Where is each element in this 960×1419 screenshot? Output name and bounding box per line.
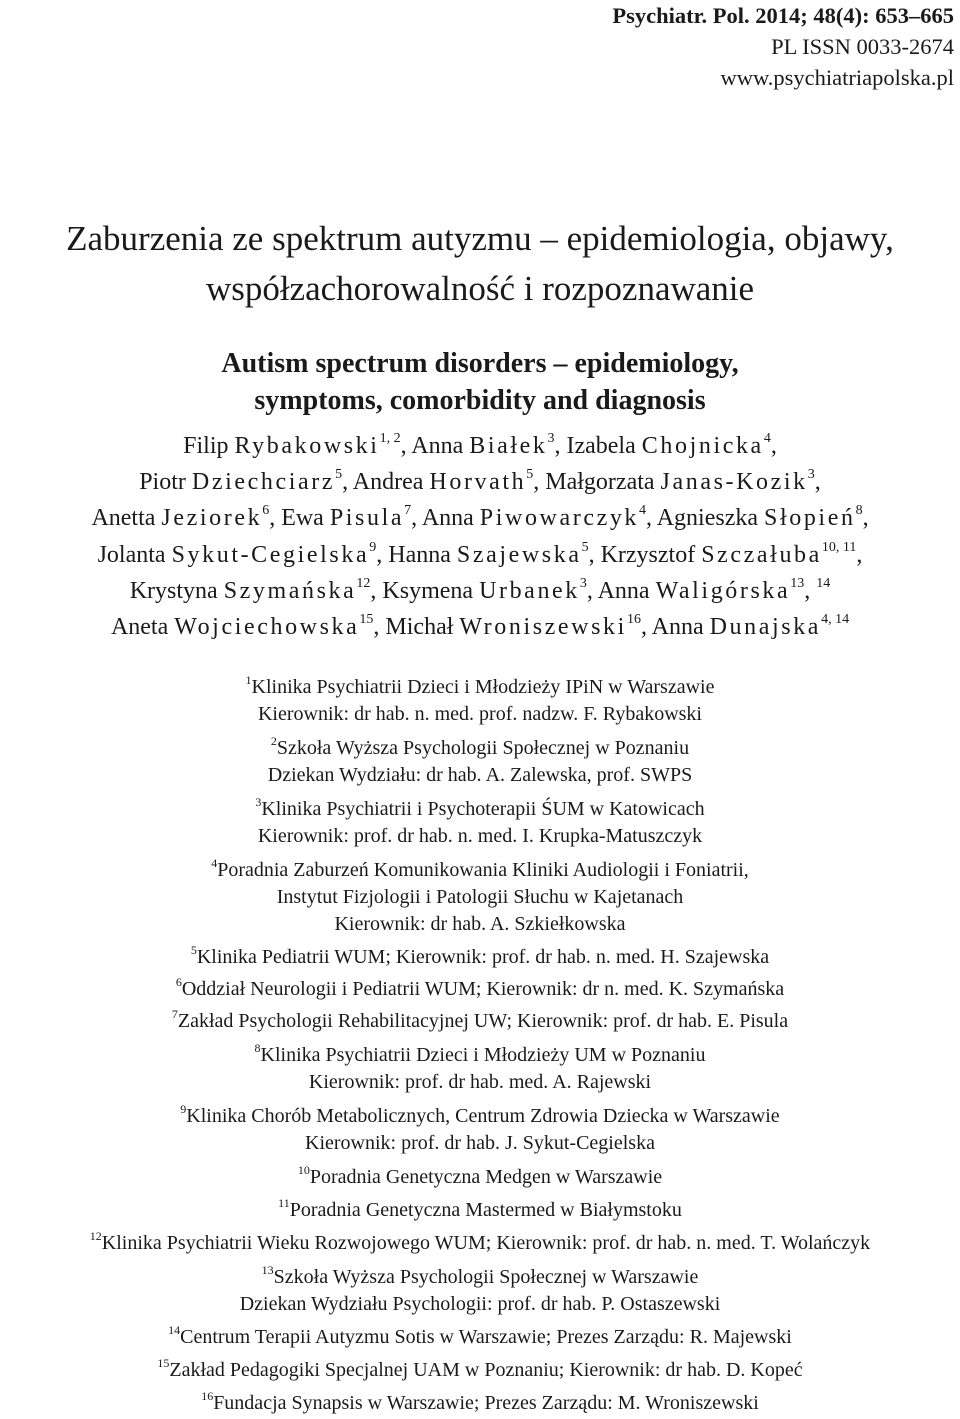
author-surname: Horvath bbox=[429, 469, 527, 496]
author-affiliation-ref: 4, 14 bbox=[821, 612, 850, 628]
author-surname: Wroniszewski bbox=[459, 614, 627, 641]
affiliation-line bbox=[0, 911, 960, 938]
affiliation-number: 12 bbox=[89, 1229, 102, 1244]
affiliation-line bbox=[0, 1042, 960, 1069]
author-line bbox=[0, 537, 960, 573]
affiliation-number: 4 bbox=[211, 856, 218, 871]
author-first-name: Piotr bbox=[139, 469, 186, 496]
affiliation bbox=[0, 674, 960, 728]
affiliation-text: Kierownik: prof. dr hab. med. A. Rajewski bbox=[308, 1071, 652, 1093]
author-name bbox=[388, 539, 601, 568]
author-affiliation-ref: 8 bbox=[855, 503, 863, 519]
author-separator: , bbox=[269, 505, 282, 532]
author-first-name: Anna bbox=[421, 505, 474, 532]
affiliation-number: 5 bbox=[190, 943, 197, 958]
affiliation-line bbox=[0, 701, 960, 728]
affiliation-text: Klinika Pediatrii WUM; Kierownik: prof. dr hab. n. med. H. Szajewska bbox=[196, 946, 770, 968]
author-surname: Urbanek bbox=[479, 577, 580, 604]
author-first-name: Krzysztof bbox=[600, 541, 696, 568]
affiliation-line bbox=[0, 1324, 960, 1351]
affiliation bbox=[0, 1264, 960, 1318]
author-name bbox=[281, 505, 422, 531]
affiliation-number: 11 bbox=[278, 1196, 290, 1211]
author-name bbox=[597, 575, 817, 604]
affiliation-line bbox=[0, 796, 960, 823]
author-line bbox=[0, 428, 960, 464]
author-separator: , bbox=[342, 469, 353, 496]
author-affiliation-ref: 5 bbox=[335, 467, 343, 483]
affiliation-number: 9 bbox=[180, 1102, 187, 1117]
author-name bbox=[411, 433, 566, 459]
affiliation-text: Klinika Psychiatrii Dzieci i Młodzieży UM w Poznaniu bbox=[260, 1044, 706, 1066]
affiliation bbox=[0, 1164, 960, 1191]
author-first-name: Agnieszka bbox=[656, 505, 759, 532]
author-affiliation-ref: 3 bbox=[547, 431, 555, 446]
author-affiliation-ref: 16 bbox=[626, 612, 641, 628]
affiliation-text: Klinika Psychiatrii Wieku Rozwojowego WUM; Kierownik: prof. dr hab. n. med. T. Wolańczyk bbox=[101, 1232, 871, 1254]
author-affiliation-ref: 13 bbox=[790, 575, 805, 591]
author-first-name: Anna bbox=[411, 433, 464, 459]
affiliation-line bbox=[0, 1069, 960, 1096]
affiliation bbox=[0, 1103, 960, 1157]
author-separator: , bbox=[814, 469, 821, 496]
author-affiliation-ref: 3 bbox=[579, 575, 587, 591]
author-affiliation-ref: 5 bbox=[526, 467, 534, 483]
affiliation-number: 10 bbox=[297, 1163, 310, 1178]
affiliation-line bbox=[0, 1264, 960, 1291]
affiliation-text: Instytut Fizjologii i Patologii Słuchu w Kajetanach bbox=[276, 886, 684, 908]
author-name bbox=[422, 505, 657, 531]
affiliation-line bbox=[0, 884, 960, 911]
author-separator: , bbox=[400, 433, 412, 459]
journal-header bbox=[354, 0, 954, 93]
affiliation-text: Szkoła Wyższa Psychologii Społecznej w Poznaniu bbox=[276, 737, 690, 759]
affiliation-text: Kierownik: dr hab. n. med. prof. nadzw. F. Rybakowski bbox=[257, 703, 702, 725]
affiliation bbox=[0, 796, 960, 850]
author-affiliation-ref: 4 bbox=[639, 503, 647, 519]
affiliation-number: 16 bbox=[201, 1389, 214, 1404]
affiliation bbox=[0, 1230, 960, 1257]
author-affiliation-ref: 5 bbox=[581, 539, 589, 555]
author-surname: Pisula bbox=[329, 505, 405, 532]
author-first-name: Izabela bbox=[566, 433, 636, 459]
affiliation-number: 13 bbox=[261, 1263, 274, 1278]
author-first-name: Anna bbox=[651, 614, 704, 641]
author-affiliation-ref: 12 bbox=[356, 575, 371, 591]
title-english-line-1: Autism spectrum disorders – epidemiology, bbox=[221, 348, 739, 379]
author-line bbox=[0, 573, 960, 609]
author-name bbox=[91, 505, 281, 531]
affiliation-line bbox=[0, 1230, 960, 1257]
author-first-name: Ksymena bbox=[382, 577, 474, 604]
affiliation-number: 2 bbox=[270, 734, 277, 749]
author-name bbox=[816, 575, 831, 604]
title-polish-line-1: Zaburzenia ze spektrum autyzmu – epidemiologia, objawy, bbox=[66, 219, 894, 258]
affiliation bbox=[0, 944, 960, 971]
affiliation-text: Zakład Pedagogiki Specjalnej UAM w Poznaniu; Kierownik: dr hab. D. Kopeć bbox=[169, 1359, 803, 1381]
affiliation-text: Dziekan Wydziału Psychologii: prof. dr hab. P. Ostaszewski bbox=[239, 1293, 721, 1315]
title-english bbox=[0, 345, 960, 419]
affiliation bbox=[0, 857, 960, 938]
affiliation-number: 1 bbox=[245, 673, 252, 688]
affiliation-text: Centrum Terapii Autyzmu Sotis w Warszawie; Prezes Zarządu: R. Majewski bbox=[180, 1326, 792, 1348]
author-affiliation-ref: 1, 2 bbox=[379, 431, 401, 446]
affiliation-number: 15 bbox=[157, 1356, 170, 1371]
author-name bbox=[97, 539, 389, 568]
affiliation bbox=[0, 735, 960, 789]
author-first-name: Anna bbox=[597, 577, 650, 604]
author-list bbox=[0, 428, 960, 645]
affiliation-number: 3 bbox=[255, 795, 262, 810]
journal-website: www.psychiatriapolska.pl bbox=[720, 65, 954, 90]
affiliation bbox=[0, 1042, 960, 1096]
author-first-name: Krystyna bbox=[129, 577, 218, 604]
author-separator: , bbox=[862, 505, 869, 532]
author-name bbox=[652, 614, 849, 640]
affiliation-text: Poradnia Genetyczna Mastermed w Białymstoku bbox=[289, 1199, 682, 1221]
affiliation-text: Poradnia Genetyczna Medgen w Warszawie bbox=[309, 1166, 663, 1188]
author-name bbox=[385, 614, 651, 640]
affiliation-text: Dziekan Wydziału: dr hab. A. Zalewska, prof. SWPS bbox=[267, 764, 693, 786]
author-surname: Szczałuba bbox=[701, 541, 822, 568]
affiliation-number: 8 bbox=[254, 1041, 261, 1056]
author-first-name: Hanna bbox=[388, 541, 451, 568]
author-name bbox=[139, 469, 353, 495]
author-separator: , bbox=[533, 469, 546, 496]
title-english-line-2: symptoms, comorbidity and diagnosis bbox=[254, 385, 706, 416]
affiliation-line bbox=[0, 1103, 960, 1130]
author-surname: Białek bbox=[469, 433, 548, 459]
affiliation-line bbox=[0, 976, 960, 1003]
affiliation bbox=[0, 976, 960, 1003]
affiliation-line bbox=[0, 1130, 960, 1157]
author-affiliation-ref: 6 bbox=[262, 503, 270, 519]
author-surname: Szajewska bbox=[456, 541, 582, 568]
affiliation-line bbox=[0, 1197, 960, 1224]
affiliation bbox=[0, 1357, 960, 1384]
author-affiliation-ref: 4 bbox=[763, 431, 771, 446]
author-name bbox=[545, 469, 821, 495]
author-name bbox=[382, 575, 598, 604]
author-separator: , bbox=[411, 505, 422, 532]
journal-issn: PL ISSN 0033-2674 bbox=[771, 34, 954, 59]
author-first-name: Anetta bbox=[91, 505, 156, 532]
author-separator: , bbox=[373, 614, 386, 641]
author-separator: , bbox=[646, 505, 657, 532]
author-first-name: Aneta bbox=[110, 614, 169, 641]
affiliation-text: Kierownik: prof. dr hab. J. Sykut-Cegielska bbox=[305, 1132, 655, 1154]
author-affiliation-ref: 3 bbox=[807, 467, 815, 483]
author-surname: Wojciechowska bbox=[174, 614, 360, 641]
author-separator: , bbox=[640, 614, 652, 641]
author-name bbox=[657, 505, 869, 531]
author-surname: Słopień bbox=[764, 505, 856, 532]
affiliation-line bbox=[0, 823, 960, 850]
title-polish-line-2: współzachorowalność i rozpoznawanie bbox=[205, 269, 755, 308]
author-surname: Sykut-Cegielska bbox=[171, 541, 370, 568]
affiliation-text: Klinika Psychiatrii i Psychoterapii ŚUM w Katowicach bbox=[261, 798, 705, 820]
affiliation-line bbox=[0, 944, 960, 971]
author-name bbox=[353, 469, 546, 495]
affiliation-text: Oddział Neurologii i Pediatrii WUM; Kierownik: dr n. med. K. Szymańska bbox=[181, 978, 785, 1000]
author-separator: , bbox=[770, 433, 777, 459]
author-surname: Piwowarczyk bbox=[479, 505, 640, 532]
author-first-name: Andrea bbox=[352, 469, 424, 496]
author-surname: Chojnicka bbox=[641, 433, 764, 459]
author-first-name: Jolanta bbox=[97, 541, 166, 568]
affiliation-line bbox=[0, 1390, 960, 1417]
affiliation-list bbox=[0, 674, 960, 1417]
author-surname: Waligórska bbox=[655, 577, 791, 604]
affiliation-number: 14 bbox=[168, 1323, 181, 1338]
author-first-name: Filip bbox=[183, 433, 229, 459]
author-name bbox=[111, 614, 385, 640]
affiliation-text: Szkoła Wyższa Psychologii Społecznej w Warszawie bbox=[273, 1266, 699, 1288]
title-polish bbox=[0, 214, 960, 314]
author-affiliation-ref: 15 bbox=[359, 612, 374, 628]
affiliation-line bbox=[0, 674, 960, 701]
author-first-name: Małgorzata bbox=[545, 469, 655, 496]
author-surname: Rybakowski bbox=[234, 433, 380, 459]
author-affiliation-ref: 7 bbox=[404, 503, 412, 519]
author-separator: , bbox=[586, 577, 598, 604]
affiliation-line bbox=[0, 1291, 960, 1318]
author-name bbox=[600, 539, 863, 568]
affiliation-line bbox=[0, 1164, 960, 1191]
author-first-name: Ewa bbox=[281, 505, 324, 532]
affiliation-text: Kierownik: prof. dr hab. n. med. I. Krupka-Matuszczyk bbox=[257, 825, 703, 847]
journal-citation: Psychiatr. Pol. 2014; 48(4): 653–665 bbox=[612, 3, 954, 28]
author-name bbox=[183, 433, 411, 459]
author-surname: Janas-Kozik bbox=[660, 469, 808, 496]
author-name bbox=[129, 575, 383, 604]
author-surname: Dziechciarz bbox=[191, 469, 336, 496]
affiliation-text: Zakład Psychologii Rehabilitacyjnej UW; Kierownik: prof. dr hab. E. Pisula bbox=[177, 1010, 789, 1032]
affiliation-text: Fundacja Synapsis w Warszawie; Prezes Zarządu: M. Wroniszewski bbox=[213, 1392, 759, 1414]
affiliation-line bbox=[0, 1357, 960, 1384]
author-separator: , bbox=[554, 433, 567, 459]
author-separator: , bbox=[804, 577, 817, 604]
author-surname: Dunajska bbox=[709, 614, 822, 641]
author-name bbox=[566, 433, 776, 459]
author-affiliation-ref: 14 bbox=[816, 575, 831, 591]
author-surname: Szymańska bbox=[223, 577, 357, 604]
affiliation-text: Klinika Psychiatrii Dzieci i Młodzieży IPiN w Warszawie bbox=[251, 676, 715, 698]
author-line bbox=[0, 464, 960, 500]
author-line bbox=[0, 500, 960, 536]
author-affiliation-ref: 10, 11 bbox=[821, 539, 857, 555]
author-affiliation-ref: 9 bbox=[369, 539, 377, 555]
author-separator: , bbox=[370, 577, 383, 604]
author-separator: , bbox=[856, 541, 863, 568]
affiliation bbox=[0, 1008, 960, 1035]
affiliation-line bbox=[0, 1008, 960, 1035]
affiliation-text: Klinika Chorób Metabolicznych, Centrum Zdrowia Dziecka w Warszawie bbox=[186, 1105, 780, 1127]
affiliation-line bbox=[0, 857, 960, 884]
author-surname: Jeziorek bbox=[161, 505, 263, 532]
author-first-name: Michał bbox=[385, 614, 454, 641]
author-separator: , bbox=[376, 541, 389, 568]
affiliation-line bbox=[0, 762, 960, 789]
affiliation bbox=[0, 1390, 960, 1417]
affiliation-text: Poradnia Zaburzeń Komunikowania Kliniki Audiologii i Foniatrii, bbox=[217, 859, 749, 881]
affiliation-number: 6 bbox=[175, 975, 182, 990]
affiliation bbox=[0, 1197, 960, 1224]
author-separator: , bbox=[588, 541, 601, 568]
author-line bbox=[0, 609, 960, 645]
affiliation-line bbox=[0, 735, 960, 762]
affiliation bbox=[0, 1324, 960, 1351]
affiliation-number: 7 bbox=[171, 1007, 178, 1022]
affiliation-text: Kierownik: dr hab. A. Szkiełkowska bbox=[334, 913, 626, 935]
